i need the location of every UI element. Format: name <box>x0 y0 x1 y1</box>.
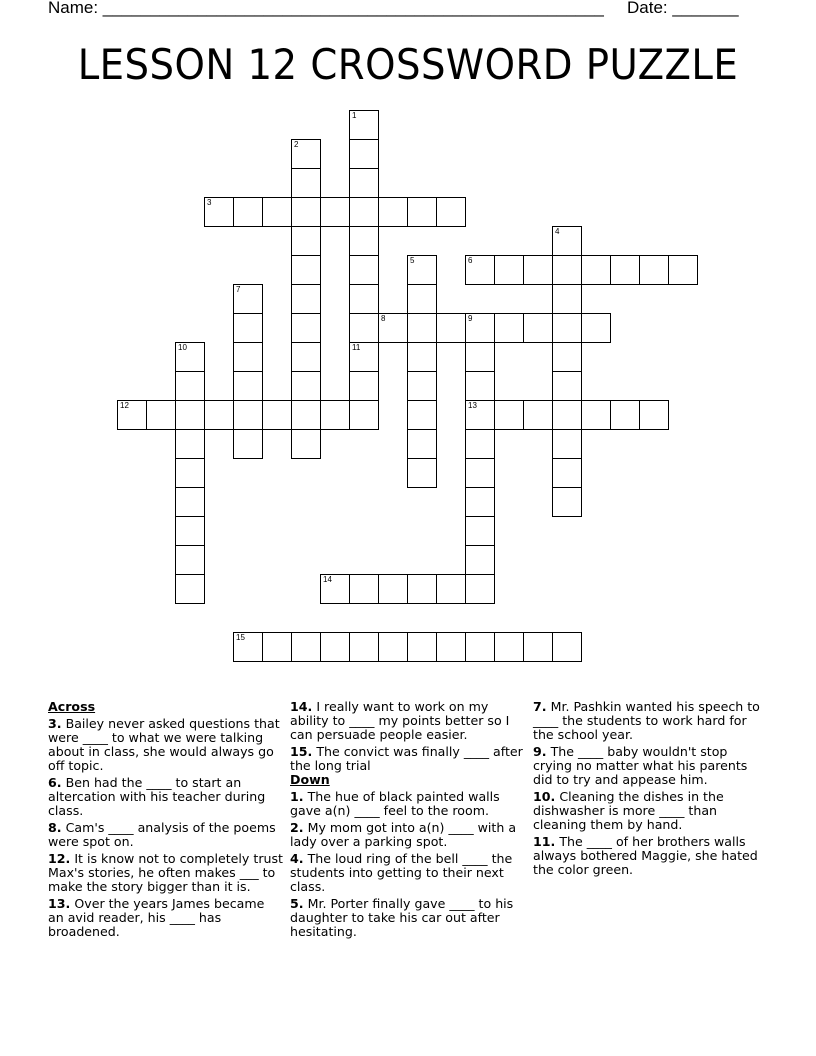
grid-cell[interactable] <box>233 342 263 372</box>
down-clue: 9. The ____ baby wouldn't stop crying no matter what his parents did to try and appease him. <box>533 744 748 787</box>
grid-cell[interactable] <box>436 313 466 343</box>
grid-cell[interactable] <box>407 632 437 662</box>
grid-cell[interactable] <box>465 313 495 343</box>
clues-column-1 <box>48 700 284 939</box>
grid-cell[interactable] <box>291 168 321 198</box>
grid-cell[interactable] <box>175 458 205 488</box>
clue-number: 6 <box>468 256 473 265</box>
grid-cell[interactable] <box>465 458 495 488</box>
grid-cell[interactable] <box>552 371 582 401</box>
grid-cell[interactable] <box>581 313 611 343</box>
grid-cell[interactable] <box>407 400 437 430</box>
grid-cell[interactable] <box>146 400 176 430</box>
grid-cell[interactable] <box>407 197 437 227</box>
grid-cell[interactable] <box>349 139 379 169</box>
grid-cell[interactable] <box>204 197 234 227</box>
grid-cell[interactable] <box>349 284 379 314</box>
clue-number: 3 <box>207 198 212 207</box>
down-clue: 1. The hue of black painted walls gave a(n) ____ feel to the room. <box>290 789 500 818</box>
grid-cell[interactable] <box>175 545 205 575</box>
grid-cell[interactable] <box>320 400 350 430</box>
grid-cell[interactable] <box>233 429 263 459</box>
grid-cell[interactable] <box>349 632 379 662</box>
grid-cell[interactable] <box>262 400 292 430</box>
grid-cell[interactable] <box>465 400 495 430</box>
grid-cell[interactable] <box>291 139 321 169</box>
clue-number: 14 <box>323 575 332 584</box>
grid-cell[interactable] <box>349 574 379 604</box>
grid-cell[interactable] <box>349 371 379 401</box>
grid-cell[interactable] <box>378 574 408 604</box>
down-clue: 11. The ____ of her brothers walls always bothered Maggie, she hated the color green. <box>533 834 758 877</box>
grid-cell[interactable] <box>291 255 321 285</box>
grid-cell[interactable] <box>523 400 553 430</box>
grid-cell[interactable] <box>552 458 582 488</box>
grid-cell[interactable] <box>465 255 495 285</box>
grid-cell[interactable] <box>349 226 379 256</box>
grid-cell[interactable] <box>407 313 437 343</box>
grid-cell[interactable] <box>291 197 321 227</box>
grid-cell[interactable] <box>175 429 205 459</box>
grid-cell[interactable] <box>175 487 205 517</box>
grid-cell[interactable] <box>175 342 205 372</box>
grid-cell[interactable] <box>523 313 553 343</box>
grid-cell[interactable] <box>552 400 582 430</box>
grid-cell[interactable] <box>523 632 553 662</box>
grid-cell[interactable] <box>552 255 582 285</box>
page-title: LESSON 12 CROSSWORD PUZZLE <box>77 40 739 89</box>
grid-cell[interactable] <box>175 400 205 430</box>
grid-cell[interactable] <box>175 371 205 401</box>
clue-number: 12 <box>120 401 129 410</box>
grid-cell[interactable] <box>494 255 524 285</box>
grid-cell[interactable] <box>407 342 437 372</box>
grid-cell[interactable] <box>233 284 263 314</box>
grid-cell[interactable] <box>291 284 321 314</box>
grid-cell[interactable] <box>349 313 379 343</box>
grid-cell[interactable] <box>494 632 524 662</box>
grid-cell[interactable] <box>465 632 495 662</box>
grid-cell[interactable] <box>175 516 205 546</box>
clues-column-3 <box>533 700 763 877</box>
grid-cell[interactable] <box>552 313 582 343</box>
clue-number: 7 <box>236 285 241 294</box>
grid-cell[interactable] <box>465 516 495 546</box>
down-heading: Down <box>290 772 330 787</box>
grid-cell[interactable] <box>378 313 408 343</box>
grid-cell[interactable] <box>291 429 321 459</box>
grid-cell[interactable] <box>233 197 263 227</box>
grid-cell[interactable] <box>349 197 379 227</box>
grid-cell[interactable] <box>552 342 582 372</box>
grid-cell[interactable] <box>407 284 437 314</box>
grid-cell[interactable] <box>407 574 437 604</box>
across-clue: 6. Ben had the ____ to start an altercation with his teacher during class. <box>48 775 266 818</box>
grid-cell[interactable] <box>552 226 582 256</box>
across-clue: 8. Cam's ____ analysis of the poems were spot on. <box>48 820 276 849</box>
clue-number: 1 <box>352 111 357 120</box>
down-clue: 2. My mom got into a(n) ____ with a lady over a parking spot. <box>290 820 517 849</box>
grid-cell[interactable] <box>349 110 379 140</box>
down-clue: 7. Mr. Pashkin wanted his speech to ____ the students to work hard for the school year. <box>533 699 760 742</box>
grid-cell[interactable] <box>407 371 437 401</box>
clue-number: 13 <box>468 401 477 410</box>
grid-cell[interactable] <box>523 255 553 285</box>
grid-cell[interactable] <box>436 632 466 662</box>
across-clue: 15. The convict was finally ____ after the long trial <box>290 744 523 773</box>
across-heading: Across <box>48 699 96 714</box>
grid-cell[interactable] <box>291 342 321 372</box>
grid-cell[interactable] <box>407 255 437 285</box>
clue-number: 4 <box>555 227 560 236</box>
grid-cell[interactable] <box>494 400 524 430</box>
grid-cell[interactable] <box>552 284 582 314</box>
grid-cell[interactable] <box>233 313 263 343</box>
clue-number: 2 <box>294 140 299 149</box>
grid-cell[interactable] <box>407 429 437 459</box>
across-clue: 14. I really want to work on my ability to ____ my points better so I can persuade people easier. <box>290 699 510 742</box>
date-field-label: Date: _______ <box>627 0 739 17</box>
grid-cell[interactable] <box>349 168 379 198</box>
down-clue: 5. Mr. Porter finally gave ____ to his daughter to take his car out after hesitating. <box>290 896 514 939</box>
grid-cell[interactable] <box>291 226 321 256</box>
grid-cell[interactable] <box>378 197 408 227</box>
grid-cell[interactable] <box>320 197 350 227</box>
grid-cell[interactable] <box>581 400 611 430</box>
grid-cell[interactable] <box>668 255 698 285</box>
grid-cell[interactable] <box>262 197 292 227</box>
grid-cell[interactable] <box>204 400 234 430</box>
grid-cell[interactable] <box>378 632 408 662</box>
grid-cell[interactable] <box>552 487 582 517</box>
grid-cell[interactable] <box>349 255 379 285</box>
grid-cell[interactable] <box>436 574 466 604</box>
clue-number: 5 <box>410 256 415 265</box>
clue-number: 15 <box>236 633 245 642</box>
grid-cell[interactable] <box>465 487 495 517</box>
grid-cell[interactable] <box>639 255 669 285</box>
grid-cell[interactable] <box>436 197 466 227</box>
name-field-label: Name: _____________________________________________________ <box>48 0 604 17</box>
grid-cell[interactable] <box>175 574 205 604</box>
across-clue: 3. Bailey never asked questions that were ____ to what we were talking about in class, she would always go off topic. <box>48 716 280 773</box>
grid-cell[interactable] <box>610 255 640 285</box>
clues-column-2 <box>290 700 526 939</box>
grid-cell[interactable] <box>233 371 263 401</box>
grid-cell[interactable] <box>465 545 495 575</box>
grid-cell[interactable] <box>291 400 321 430</box>
down-clue: 4. The loud ring of the bell ____ the students into getting to their next class. <box>290 851 513 894</box>
grid-cell[interactable] <box>465 371 495 401</box>
across-clue: 12. It is know not to completely trust Max's stories, he often makes ___ to make the story bigger than it is. <box>48 851 283 894</box>
across-clue: 13. Over the years James became an avid reader, his ____ has broadened. <box>48 896 265 939</box>
clue-number: 9 <box>468 314 473 323</box>
grid-cell[interactable] <box>291 371 321 401</box>
grid-cell[interactable] <box>494 313 524 343</box>
grid-cell[interactable] <box>639 400 669 430</box>
grid-cell[interactable] <box>262 632 292 662</box>
clue-number: 8 <box>381 314 386 323</box>
grid-cell[interactable] <box>465 429 495 459</box>
grid-cell[interactable] <box>117 400 147 430</box>
clue-number: 11 <box>352 343 361 352</box>
down-clue: 10. Cleaning the dishes in the dishwasher is more ____ than cleaning them by hand. <box>533 789 724 832</box>
grid-cell[interactable] <box>581 255 611 285</box>
grid-cell[interactable] <box>407 458 437 488</box>
clue-number: 10 <box>178 343 187 352</box>
grid-cell[interactable] <box>465 342 495 372</box>
grid-cell[interactable] <box>610 400 640 430</box>
grid-cell[interactable] <box>320 632 350 662</box>
grid-cell[interactable] <box>233 632 263 662</box>
grid-cell[interactable] <box>552 429 582 459</box>
grid-cell[interactable] <box>552 632 582 662</box>
grid-cell[interactable] <box>349 342 379 372</box>
grid-cell[interactable] <box>465 574 495 604</box>
grid-cell[interactable] <box>291 632 321 662</box>
grid-cell[interactable] <box>291 313 321 343</box>
grid-cell[interactable] <box>320 574 350 604</box>
grid-cell[interactable] <box>349 400 379 430</box>
grid-cell[interactable] <box>233 400 263 430</box>
